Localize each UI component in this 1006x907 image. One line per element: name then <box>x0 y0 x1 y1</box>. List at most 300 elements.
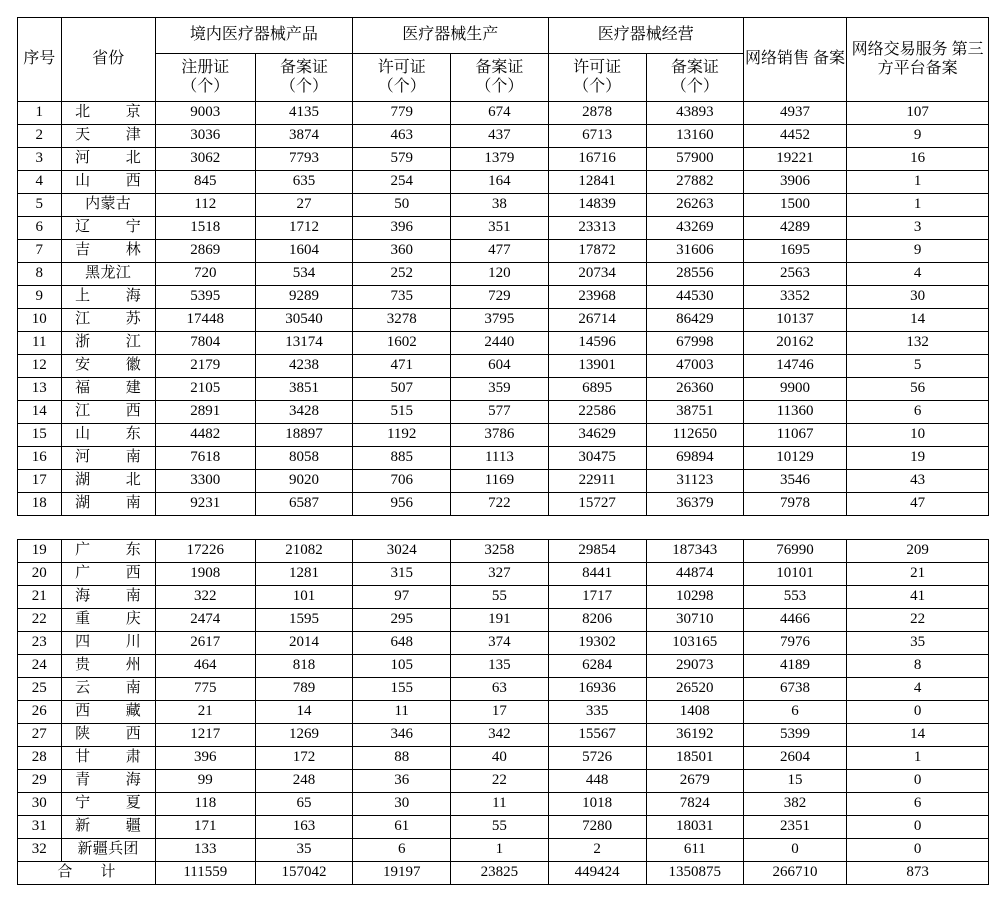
cell-third-party-platform-filing: 107 <box>847 102 989 125</box>
cell-distribution-filing: 7824 <box>646 793 743 816</box>
sub-label: 备案证 <box>280 58 329 76</box>
cell-manufacturing-filing: 40 <box>451 747 548 770</box>
col-group-domestic-products: 境内医疗器械产品 <box>155 18 352 54</box>
cell-product-registration: 133 <box>155 839 255 862</box>
province-name: 新疆兵团 <box>77 841 139 858</box>
cell-online-sales-filing: 1695 <box>743 240 846 263</box>
cell-distribution-filing: 103165 <box>646 632 743 655</box>
cell-index: 3 <box>18 148 62 171</box>
table-row <box>18 447 989 470</box>
cell-product-filing: 1712 <box>255 217 352 240</box>
cell-index: 17 <box>18 470 62 493</box>
cell-manufacturing-filing: 17 <box>451 701 548 724</box>
cell-total-manufacturing-license: 19197 <box>353 862 451 885</box>
cell-manufacturing-license: 360 <box>353 240 451 263</box>
cell-online-sales-filing: 2563 <box>743 263 846 286</box>
cell-total-label <box>18 862 156 885</box>
province-name: 山西 <box>75 173 142 190</box>
cell-index: 32 <box>18 839 62 862</box>
cell-distribution-license: 13901 <box>548 355 646 378</box>
cell-product-registration: 1217 <box>155 724 255 747</box>
cell-product-registration: 720 <box>155 263 255 286</box>
cell-product-filing: 9020 <box>255 470 352 493</box>
cell-distribution-filing: 31123 <box>646 470 743 493</box>
cell-online-sales-filing: 14746 <box>743 355 846 378</box>
cell-distribution-filing: 27882 <box>646 171 743 194</box>
table-body-part2 <box>18 540 989 885</box>
cell-product-registration: 396 <box>155 747 255 770</box>
cell-distribution-filing: 18501 <box>646 747 743 770</box>
cell-index: 29 <box>18 770 62 793</box>
cell-manufacturing-license: 105 <box>353 655 451 678</box>
cell-product-filing: 3851 <box>255 378 352 401</box>
cell-product-filing: 18897 <box>255 424 352 447</box>
table-row <box>18 678 989 701</box>
cell-manufacturing-filing: 327 <box>451 563 548 586</box>
cell-product-filing: 21082 <box>255 540 352 563</box>
province-name: 辽宁 <box>75 219 142 236</box>
cell-product-filing: 27 <box>255 194 352 217</box>
table-total-row <box>18 862 989 885</box>
cell-distribution-license: 8441 <box>548 563 646 586</box>
cell-product-filing: 163 <box>255 816 352 839</box>
cell-product-filing: 4238 <box>255 355 352 378</box>
cell-product-registration: 9231 <box>155 493 255 516</box>
sub-label: 备案证 <box>670 58 719 76</box>
cell-third-party-platform-filing: 0 <box>847 701 989 724</box>
cell-distribution-license: 7280 <box>548 816 646 839</box>
col-header-distribution-license <box>548 54 646 102</box>
cell-distribution-license: 12841 <box>548 171 646 194</box>
cell-distribution-license: 335 <box>548 701 646 724</box>
cell-third-party-platform-filing: 5 <box>847 355 989 378</box>
table-body-part1 <box>18 102 989 516</box>
cell-province <box>61 816 155 839</box>
cell-third-party-platform-filing: 9 <box>847 125 989 148</box>
cell-product-filing: 101 <box>255 586 352 609</box>
cell-province <box>61 540 155 563</box>
cell-province <box>61 493 155 516</box>
cell-product-registration: 5395 <box>155 286 255 309</box>
table-row <box>18 816 989 839</box>
province-name: 广东 <box>75 542 142 559</box>
cell-total-distribution-license: 449424 <box>548 862 646 885</box>
cell-online-sales-filing: 3352 <box>743 286 846 309</box>
cell-distribution-filing: 1408 <box>646 701 743 724</box>
cell-distribution-filing: 47003 <box>646 355 743 378</box>
cell-distribution-license: 15727 <box>548 493 646 516</box>
cell-total-third-party-platform-filing: 873 <box>847 862 989 885</box>
province-name: 西藏 <box>75 703 142 720</box>
cell-distribution-filing: 43893 <box>646 102 743 125</box>
cell-manufacturing-license: 1192 <box>353 424 451 447</box>
cell-distribution-filing: 44874 <box>646 563 743 586</box>
cell-product-registration: 17448 <box>155 309 255 332</box>
cell-manufacturing-license: 1602 <box>353 332 451 355</box>
cell-manufacturing-filing: 437 <box>451 125 548 148</box>
cell-product-filing: 9289 <box>255 286 352 309</box>
cell-product-registration: 775 <box>155 678 255 701</box>
cell-distribution-filing: 26360 <box>646 378 743 401</box>
cell-online-sales-filing: 2351 <box>743 816 846 839</box>
cell-product-filing: 248 <box>255 770 352 793</box>
table-row <box>18 609 989 632</box>
cell-product-filing: 13174 <box>255 332 352 355</box>
cell-third-party-platform-filing: 56 <box>847 378 989 401</box>
province-name: 内蒙古 <box>85 196 132 213</box>
cell-index: 15 <box>18 424 62 447</box>
cell-third-party-platform-filing: 21 <box>847 563 989 586</box>
cell-total-online-sales-filing: 266710 <box>743 862 846 885</box>
cell-distribution-license: 34629 <box>548 424 646 447</box>
cell-distribution-filing: 10298 <box>646 586 743 609</box>
cell-manufacturing-filing: 359 <box>451 378 548 401</box>
cell-online-sales-filing: 76990 <box>743 540 846 563</box>
cell-manufacturing-filing: 3786 <box>451 424 548 447</box>
cell-distribution-filing: 26263 <box>646 194 743 217</box>
cell-manufacturing-filing: 674 <box>451 102 548 125</box>
cell-index: 19 <box>18 540 62 563</box>
cell-online-sales-filing: 553 <box>743 586 846 609</box>
cell-province <box>61 332 155 355</box>
table-row <box>18 540 989 563</box>
cell-online-sales-filing: 20162 <box>743 332 846 355</box>
cell-province <box>61 655 155 678</box>
cell-product-filing: 30540 <box>255 309 352 332</box>
province-name: 山东 <box>75 426 142 443</box>
cell-province <box>61 447 155 470</box>
cell-index: 5 <box>18 194 62 217</box>
cell-manufacturing-license: 735 <box>353 286 451 309</box>
cell-distribution-license: 20734 <box>548 263 646 286</box>
cell-third-party-platform-filing: 209 <box>847 540 989 563</box>
cell-index: 22 <box>18 609 62 632</box>
table-row <box>18 332 989 355</box>
cell-product-filing: 7793 <box>255 148 352 171</box>
cell-manufacturing-filing: 374 <box>451 632 548 655</box>
cell-online-sales-filing: 10129 <box>743 447 846 470</box>
cell-manufacturing-filing: 55 <box>451 816 548 839</box>
cell-manufacturing-license: 155 <box>353 678 451 701</box>
cell-index: 4 <box>18 171 62 194</box>
cell-online-sales-filing: 2604 <box>743 747 846 770</box>
table-row <box>18 747 989 770</box>
cell-province <box>61 770 155 793</box>
cell-distribution-filing: 43269 <box>646 217 743 240</box>
cell-third-party-platform-filing: 47 <box>847 493 989 516</box>
cell-online-sales-filing: 7978 <box>743 493 846 516</box>
cell-distribution-license: 22911 <box>548 470 646 493</box>
cell-manufacturing-filing: 577 <box>451 401 548 424</box>
cell-distribution-filing: 28556 <box>646 263 743 286</box>
cell-distribution-filing: 86429 <box>646 309 743 332</box>
table-row <box>18 586 989 609</box>
cell-manufacturing-license: 346 <box>353 724 451 747</box>
cell-online-sales-filing: 4452 <box>743 125 846 148</box>
sub-unit: （个） <box>377 77 426 95</box>
cell-distribution-license: 6895 <box>548 378 646 401</box>
cell-third-party-platform-filing: 1 <box>847 194 989 217</box>
table-row <box>18 770 989 793</box>
cell-total-product-registration: 111559 <box>155 862 255 885</box>
cell-province <box>61 125 155 148</box>
table-row <box>18 125 989 148</box>
cell-distribution-license: 30475 <box>548 447 646 470</box>
table-row <box>18 401 989 424</box>
cell-manufacturing-filing: 63 <box>451 678 548 701</box>
col-group-manufacturing: 医疗器械生产 <box>353 18 548 54</box>
cell-distribution-license: 1717 <box>548 586 646 609</box>
cell-distribution-filing: 29073 <box>646 655 743 678</box>
cell-province <box>61 171 155 194</box>
cell-product-registration: 4482 <box>155 424 255 447</box>
cell-distribution-license: 2 <box>548 839 646 862</box>
sub-label: 许可证 <box>573 58 622 76</box>
table-row <box>18 217 989 240</box>
sub-unit: （个） <box>475 77 524 95</box>
cell-distribution-license: 2878 <box>548 102 646 125</box>
table-row <box>18 286 989 309</box>
cell-product-registration: 2617 <box>155 632 255 655</box>
third-party-line1: 网络交易服务 <box>851 40 948 58</box>
cell-product-filing: 1269 <box>255 724 352 747</box>
cell-online-sales-filing: 3546 <box>743 470 846 493</box>
cell-manufacturing-license: 6 <box>353 839 451 862</box>
cell-third-party-platform-filing: 0 <box>847 839 989 862</box>
table-row <box>18 793 989 816</box>
province-name: 甘肃 <box>75 749 142 766</box>
col-header-distribution-filing <box>646 54 743 102</box>
province-name: 浙江 <box>75 334 142 351</box>
cell-manufacturing-license: 471 <box>353 355 451 378</box>
cell-province <box>61 724 155 747</box>
cell-manufacturing-filing: 191 <box>451 609 548 632</box>
cell-product-filing: 2014 <box>255 632 352 655</box>
cell-distribution-filing: 187343 <box>646 540 743 563</box>
sub-label: 备案证 <box>475 58 524 76</box>
cell-manufacturing-filing: 120 <box>451 263 548 286</box>
table-row <box>18 655 989 678</box>
table-row <box>18 240 989 263</box>
province-name: 河北 <box>75 150 142 167</box>
cell-manufacturing-filing: 3795 <box>451 309 548 332</box>
cell-distribution-filing: 36192 <box>646 724 743 747</box>
cell-product-filing: 3874 <box>255 125 352 148</box>
cell-index: 18 <box>18 493 62 516</box>
cell-distribution-license: 6284 <box>548 655 646 678</box>
cell-manufacturing-license: 3278 <box>353 309 451 332</box>
cell-index: 25 <box>18 678 62 701</box>
cell-manufacturing-filing: 729 <box>451 286 548 309</box>
cell-index: 9 <box>18 286 62 309</box>
cell-distribution-license: 16936 <box>548 678 646 701</box>
cell-province <box>61 678 155 701</box>
cell-online-sales-filing: 19221 <box>743 148 846 171</box>
province-name: 广西 <box>75 565 142 582</box>
cell-total-distribution-filing: 1350875 <box>646 862 743 885</box>
cell-manufacturing-filing: 1 <box>451 839 548 862</box>
cell-manufacturing-license: 295 <box>353 609 451 632</box>
statistics-table-part1 <box>17 17 989 516</box>
cell-index: 8 <box>18 263 62 286</box>
cell-province <box>61 701 155 724</box>
sub-label: 许可证 <box>377 58 426 76</box>
cell-online-sales-filing: 0 <box>743 839 846 862</box>
cell-manufacturing-filing: 604 <box>451 355 548 378</box>
cell-distribution-license: 23968 <box>548 286 646 309</box>
cell-product-registration: 171 <box>155 816 255 839</box>
cell-manufacturing-filing: 1169 <box>451 470 548 493</box>
table-row <box>18 701 989 724</box>
cell-index: 10 <box>18 309 62 332</box>
cell-manufacturing-license: 648 <box>353 632 451 655</box>
cell-product-registration: 1518 <box>155 217 255 240</box>
cell-online-sales-filing: 10101 <box>743 563 846 586</box>
cell-online-sales-filing: 7976 <box>743 632 846 655</box>
statistics-table-part2 <box>17 539 989 885</box>
cell-third-party-platform-filing: 41 <box>847 586 989 609</box>
cell-index: 20 <box>18 563 62 586</box>
cell-product-registration: 2474 <box>155 609 255 632</box>
cell-manufacturing-license: 252 <box>353 263 451 286</box>
province-name: 贵州 <box>75 657 142 674</box>
cell-distribution-license: 17872 <box>548 240 646 263</box>
province-name: 福建 <box>75 380 142 397</box>
province-name: 上海 <box>75 288 142 305</box>
cell-product-registration: 2869 <box>155 240 255 263</box>
table-row <box>18 839 989 862</box>
cell-product-filing: 1604 <box>255 240 352 263</box>
cell-manufacturing-license: 30 <box>353 793 451 816</box>
cell-manufacturing-license: 396 <box>353 217 451 240</box>
table-row <box>18 355 989 378</box>
cell-distribution-filing: 2679 <box>646 770 743 793</box>
cell-third-party-platform-filing: 14 <box>847 309 989 332</box>
cell-manufacturing-license: 315 <box>353 563 451 586</box>
col-header-third-party-platform-filing <box>847 18 989 102</box>
cell-distribution-filing: 611 <box>646 839 743 862</box>
cell-distribution-license: 1018 <box>548 793 646 816</box>
cell-manufacturing-license: 579 <box>353 148 451 171</box>
table-row <box>18 378 989 401</box>
cell-third-party-platform-filing: 16 <box>847 148 989 171</box>
cell-distribution-filing: 57900 <box>646 148 743 171</box>
cell-product-registration: 9003 <box>155 102 255 125</box>
cell-manufacturing-filing: 3258 <box>451 540 548 563</box>
cell-product-filing: 1281 <box>255 563 352 586</box>
cell-product-filing: 534 <box>255 263 352 286</box>
cell-product-filing: 1595 <box>255 609 352 632</box>
cell-province <box>61 839 155 862</box>
cell-third-party-platform-filing: 6 <box>847 401 989 424</box>
cell-distribution-filing: 31606 <box>646 240 743 263</box>
cell-distribution-license: 5726 <box>548 747 646 770</box>
cell-product-filing: 818 <box>255 655 352 678</box>
cell-distribution-license: 16716 <box>548 148 646 171</box>
cell-online-sales-filing: 11360 <box>743 401 846 424</box>
cell-manufacturing-license: 463 <box>353 125 451 148</box>
col-header-index: 序号 <box>18 18 62 102</box>
cell-third-party-platform-filing: 10 <box>847 424 989 447</box>
table-row <box>18 171 989 194</box>
col-header-province: 省份 <box>61 18 155 102</box>
cell-index: 26 <box>18 701 62 724</box>
cell-online-sales-filing: 4466 <box>743 609 846 632</box>
cell-product-registration: 3036 <box>155 125 255 148</box>
col-header-manufacturing-license <box>353 54 451 102</box>
table-row <box>18 724 989 747</box>
cell-index: 16 <box>18 447 62 470</box>
cell-manufacturing-license: 3024 <box>353 540 451 563</box>
table-header <box>18 18 989 102</box>
province-name: 北京 <box>75 104 142 121</box>
cell-product-registration: 845 <box>155 171 255 194</box>
cell-total-manufacturing-filing: 23825 <box>451 862 548 885</box>
cell-manufacturing-filing: 1113 <box>451 447 548 470</box>
cell-manufacturing-filing: 2440 <box>451 332 548 355</box>
cell-distribution-license: 23313 <box>548 217 646 240</box>
cell-distribution-filing: 36379 <box>646 493 743 516</box>
cell-manufacturing-license: 515 <box>353 401 451 424</box>
cell-province <box>61 586 155 609</box>
cell-manufacturing-license: 706 <box>353 470 451 493</box>
cell-province <box>61 309 155 332</box>
cell-product-registration: 2891 <box>155 401 255 424</box>
cell-distribution-license: 22586 <box>548 401 646 424</box>
cell-product-registration: 1908 <box>155 563 255 586</box>
cell-manufacturing-license: 61 <box>353 816 451 839</box>
cell-third-party-platform-filing: 4 <box>847 263 989 286</box>
cell-manufacturing-filing: 55 <box>451 586 548 609</box>
cell-online-sales-filing: 9900 <box>743 378 846 401</box>
cell-index: 24 <box>18 655 62 678</box>
cell-online-sales-filing: 4189 <box>743 655 846 678</box>
province-name: 新疆 <box>75 818 142 835</box>
col-header-manufacturing-filing <box>451 54 548 102</box>
cell-product-filing: 8058 <box>255 447 352 470</box>
cell-index: 14 <box>18 401 62 424</box>
cell-index: 28 <box>18 747 62 770</box>
cell-third-party-platform-filing: 0 <box>847 816 989 839</box>
cell-third-party-platform-filing: 9 <box>847 240 989 263</box>
cell-manufacturing-license: 11 <box>353 701 451 724</box>
province-name: 天津 <box>75 127 142 144</box>
cell-online-sales-filing: 15 <box>743 770 846 793</box>
third-party-line2: 第三方平台备案 <box>877 40 984 77</box>
table-row <box>18 263 989 286</box>
col-header-product-registration <box>155 54 255 102</box>
cell-distribution-filing: 69894 <box>646 447 743 470</box>
cell-distribution-license: 14596 <box>548 332 646 355</box>
province-name: 陕西 <box>75 726 142 743</box>
cell-product-filing: 14 <box>255 701 352 724</box>
cell-distribution-license: 19302 <box>548 632 646 655</box>
cell-product-filing: 789 <box>255 678 352 701</box>
province-name: 海南 <box>75 588 142 605</box>
province-name: 重庆 <box>75 611 142 628</box>
cell-distribution-license: 29854 <box>548 540 646 563</box>
cell-province <box>61 609 155 632</box>
cell-manufacturing-license: 36 <box>353 770 451 793</box>
cell-index: 6 <box>18 217 62 240</box>
cell-province <box>61 401 155 424</box>
cell-province <box>61 102 155 125</box>
cell-index: 27 <box>18 724 62 747</box>
cell-third-party-platform-filing: 30 <box>847 286 989 309</box>
cell-province <box>61 378 155 401</box>
cell-third-party-platform-filing: 6 <box>847 793 989 816</box>
cell-product-filing: 65 <box>255 793 352 816</box>
